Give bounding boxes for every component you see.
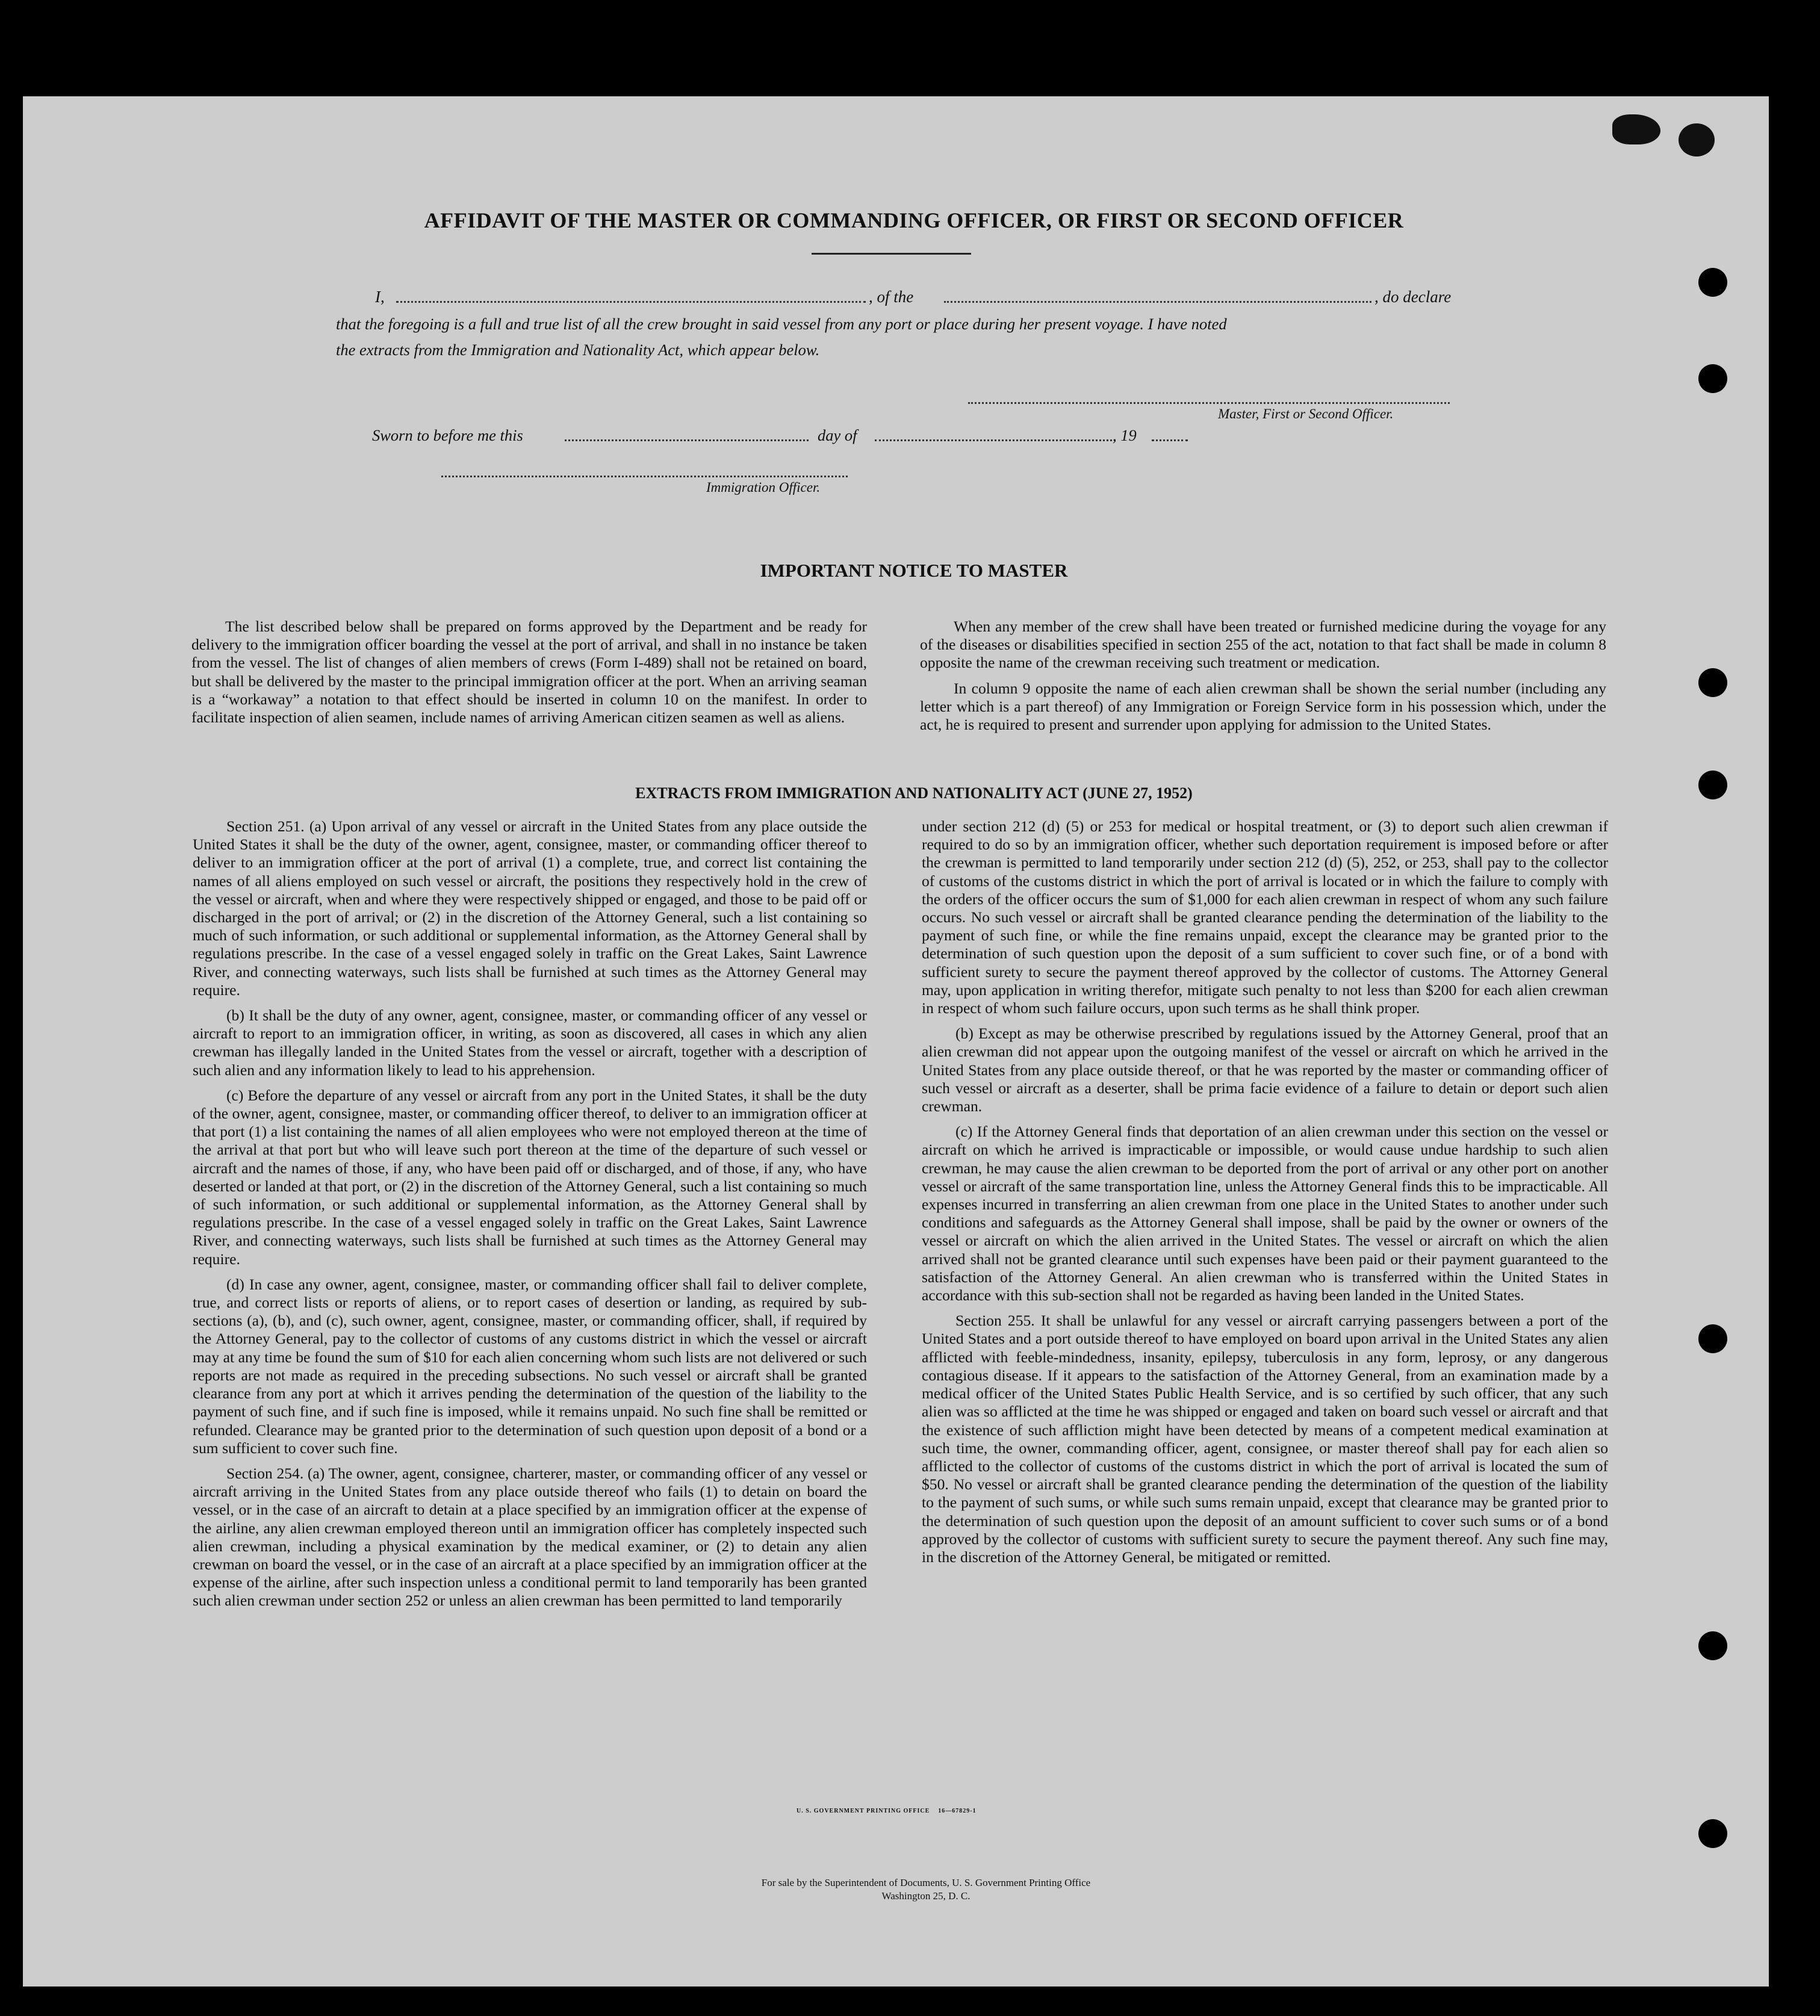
do-declare-label: , do declare (1374, 288, 1452, 306)
notice-right-paragraph-2: In column 9 opposite the name of each alien crewman shall be shown the serial number (including any letter which is a part thereof) of any Immigration or Foreign Service form in his possession which, under the act, he is required to present and surrender upon applying for admission to the United States. (920, 679, 1606, 734)
section-251-b: (b) It shall be the duty of any owner, agent, consignee, master, or commanding officer of any vessel or aircraft to report to an immigration officer, in writing, as soon as discovered, all cases in which any alien crewman has illegally landed in the United States from the vessel or aircraft, together with a description of such alien and any information likely to lead to his apprehension. (193, 1006, 867, 1079)
sworn-label: Sworn to before me this (372, 426, 523, 444)
notice-right-paragraph-1: When any member of the crew shall have been treated or furnished medicine during the voyage for any of the diseases or disabilities specified in section 255 of the act, notation to that fact shall be made in column 8 opposite the name of the crewman receiving such treatment or medication. (920, 618, 1606, 672)
immigration-officer-caption: Immigration Officer. (706, 480, 821, 495)
punch-hole (1698, 364, 1727, 393)
punch-hole (1698, 771, 1727, 799)
ink-blot (1679, 123, 1715, 157)
immigration-officer-line (441, 476, 848, 477)
notice-title: IMPORTANT NOTICE TO MASTER (760, 560, 1068, 581)
punch-hole (1698, 268, 1727, 297)
declaration-line-2: the extracts from the Immigration and Nationality Act, which appear below. (336, 341, 820, 359)
section-254-c: (c) If the Attorney General finds that deportation of an alien crewman under this section on the vessel or aircraft on which he arrived is impracticable or impossible, or would cause undue hardship to such alien crewman, he may cause the alien crewman to be deported from the port of arrival or any other port on another vessel or aircraft of the same transportation line, unless the Attorney General finds this to be impracticable. All expenses incurred in transferring an alien crewman from one place in the United States to another under such conditions and safeguards as the Attorney General shall impose, shall be paid by the owner or owners of the vessel or aircraft on which the alien arrived in the United States. The vessel or aircraft on which the alien arrived shall not be granted clearance until such expenses have been paid or their payment guaranteed to the satisfaction of the Attorney General. An alien crewman who is transferred within the United States in accordance with this sub-section shall not be regarded as having been landed in the United States. (922, 1123, 1608, 1304)
sale-notice-line-2: Washington 25, D. C. (881, 1890, 971, 1902)
sworn-month-blank (875, 439, 1116, 441)
ink-blot (1612, 114, 1660, 144)
document-page (23, 96, 1769, 1987)
section-255: Section 255. It shall be unlawful for any vessel or aircraft carrying passengers between a port of the United States and a port outside thereof to have employed on board upon arrival in the United States any alien afflicted with feeble-mindedness, insanity, epilepsy, tuberculosis in any form, leprosy, or any dangerous contagious disease. If it appears to the satisfaction of the Attorney General, from an examination made by a medical officer of the United States Public Health Service, and is so certified by such officer, that any such alien was so afflicted at the time he was shipped or engaged and taken on board such vessel or aircraft and that the existence of such affliction might have been detected by means of a competent medical examination at such time, the owner, commanding officer, agent, consignee, or master thereof shall pay for each alien so afflicted to the collector of customs of the customs district in which the port of arrival is located the sum of $50. No vessel or aircraft shall be granted clearance pending the determination of the question of the liability to the payment of such sums, or while such sums remain unpaid, except that clearance may be granted prior to the determination of such question upon the deposit of an amount sufficient to cover such sums or of a bond approved by the collector of customs with sufficient surety to secure the payment thereof. Any such fine may, in the discretion of the Attorney General, be mitigated or remitted. (922, 1312, 1608, 1566)
title-underline (812, 253, 971, 255)
punch-hole (1698, 1631, 1727, 1660)
year-label: , 19 (1113, 426, 1137, 444)
section-254-a: Section 254. (a) The owner, agent, consignee, charterer, master, or commanding officer of any vessel or aircraft arriving in the United States from any place outside thereof who fails (1) to detain on board the vessel, or in the case of an aircraft to detain at a place specified by an immigration officer at the expense of the airline, any alien crewman employed thereon until an immigration officer has completely inspected such alien crewman, including a physical examination by the medical examiner, or (2) to detain any alien crewman on board the vessel, or in the case of an aircraft at a place specified by an immigration officer at the expense of the airline, after such inspection unless a conditional permit to land temporarily has been granted such alien crewman under section 252 or unless an alien crewman has been permitted to land temporarily (193, 1464, 867, 1610)
section-254-a-continued: under section 212 (d) (5) or 253 for medical or hospital treatment, or (3) to deport such alien crewman if required to do so by an immigration officer, whether such deportation requirement is imposed before or after the crewman is permitted to land temporarily under section 212 (d) (5), 252, or 253, shall pay to the collector of customs of the customs district in which the port of arrival is located or in which the failure to comply with the orders of the officer occurs the sum of $1,000 for each alien crewman in respect of whom any such failure occurs. No such vessel or aircraft shall be granted clearance pending the determination of the liability to the payment of such fine, or while the fine remains unpaid, except the clearance may be granted prior to the determination of such question upon the deposit of a sum sufficient to cover such fine, or of a bond with sufficient surety to secure the payment thereof approved by the collector of customs. The Attorney General may, upon application in writing therefor, mitigate such penalty to not less than $200 for each alien crewman in respect of whom such failure occurs, upon such terms as he shall think proper. (922, 817, 1608, 1017)
extracts-title: EXTRACTS FROM IMMIGRATION AND NATIONALITY ACT (JUNE 27, 1952) (635, 784, 1193, 802)
name-blank (396, 301, 866, 303)
printer-imprint: U. S. GOVERNMENT PRINTING OFFICE 16—67829-1 (797, 1808, 977, 1814)
sworn-day-blank (565, 439, 809, 441)
extracts-left-column (193, 817, 867, 1617)
i-label: I, (375, 288, 385, 306)
notice-right-column (920, 618, 1606, 741)
notice-left-paragraph: The list described below shall be prepared on forms approved by the Department and be ready for delivery to the immigration officer boarding the vessel at the port of arrival, and shall in no instance be taken from the vessel. The list of changes of alien members of crews (Form I-489) shall not be retained on board, but shall be delivered by the master to the principal immigration officer at the port. When an arriving seaman is a “workaway” a notation to that effect should be inserted in column 10 on the manifest. In order to facilitate inspection of alien seamen, include names of arriving American citizen seamen as well as aliens. (191, 618, 867, 727)
section-251-c: (c) Before the departure of any vessel or aircraft from any port in the United States, it shall be the duty of the owner, agent, consignee, master, or commanding officer thereof, to deliver to an immigration officer at that port (1) a list containing the names of all alien employees who were not employed thereon at the time of the arrival at that port but who will leave such port thereon at the time of the departure of such vessel or aircraft and the names of those, if any, who have been paid off or discharged, and of those, if any, who have deserted or landed at that port, or (2) in the discretion of the Attorney General, such a list containing so much of such information, or such additional or supplemental information, as the Attorney General shall by regulations prescribe. In the case of a vessel engaged solely in traffic on the Great Lakes, Saint Lawrence River, and connecting waterways, such lists shall be furnished at such times as the Attorney General may require. (193, 1086, 867, 1268)
vessel-blank (944, 301, 1371, 303)
sale-notice-line-1: For sale by the Superintendent of Documents, U. S. Government Printing Office (761, 1877, 1091, 1888)
master-signature-caption: Master, First or Second Officer. (1218, 406, 1394, 421)
master-signature-line (968, 402, 1450, 404)
notice-left-column (191, 618, 867, 734)
day-of-label: day of (818, 426, 857, 444)
punch-hole (1698, 1324, 1727, 1353)
punch-hole (1698, 1819, 1727, 1848)
section-254-b: (b) Except as may be otherwise prescribed by regulations issued by the Attorney General, proof that an alien crewman did not appear upon the outgoing manifest of the vessel or aircraft on which he arrived in the United States from any place outside thereof, or that he was reported by the master or commanding officer of such vessel or aircraft as a deserter, shall be prima facie evidence of a failure to detain or deport such alien crewman. (922, 1025, 1608, 1115)
section-251-a: Section 251. (a) Upon arrival of any vessel or aircraft in the United States from any place outside the United States it shall be the duty of the owner, agent, consignee, master, or commanding officer thereof to deliver to an immigration officer at the port of arrival (1) a complete, true, and correct list containing the names of all aliens employed on such vessel or aircraft, the positions they respectively hold in the crew of the vessel or aircraft, when and where they were respectively shipped or engaged, and those to be paid off or discharged in the port of arrival; or (2) in the discretion of the Attorney General, such a list containing so much of such information, or such additional or supplemental information, as the Attorney General shall by regulations prescribe. In the case of a vessel engaged solely in traffic on the Great Lakes, Saint Lawrence River, and connecting waterways, such lists shall be furnished at such times as the Attorney General may require. (193, 817, 867, 999)
sworn-year-blank (1152, 439, 1188, 441)
of-the-label: , of the (869, 288, 914, 306)
affidavit-title: AFFIDAVIT OF THE MASTER OR COMMANDING OFFICER, OR FIRST OR SECOND OFFICER (424, 208, 1404, 232)
declaration-line-1: that the foregoing is a full and true list of all the crew brought in said vessel from any port or place during her present voyage. I have noted (336, 315, 1227, 333)
section-251-d: (d) In case any owner, agent, consignee, master, or commanding officer shall fail to deliver complete, true, and correct lists or reports of aliens, or to report cases of desertion or landing, as required by sub-sections (a), (b), and (c), such owner, agent, consignee, master, or commanding officer, shall, if required by the Attorney General, pay to the collector of customs of any customs district in which the vessel or aircraft may at any time be found the sum of $10 for each alien concerning whom such lists are not delivered or such reports are not made as required in the preceding subsections. No such vessel or aircraft shall be granted clearance from any port at which it arrives pending the determination of the question of the liability to the payment of such fine, and if such fine is imposed, while it remains unpaid. No such fine shall be remitted or refunded. Clearance may be granted prior to the determination of such question upon deposit of a bond or a sum sufficient to cover such fine. (193, 1275, 867, 1457)
extracts-right-column (922, 817, 1608, 1574)
punch-hole (1698, 668, 1727, 697)
